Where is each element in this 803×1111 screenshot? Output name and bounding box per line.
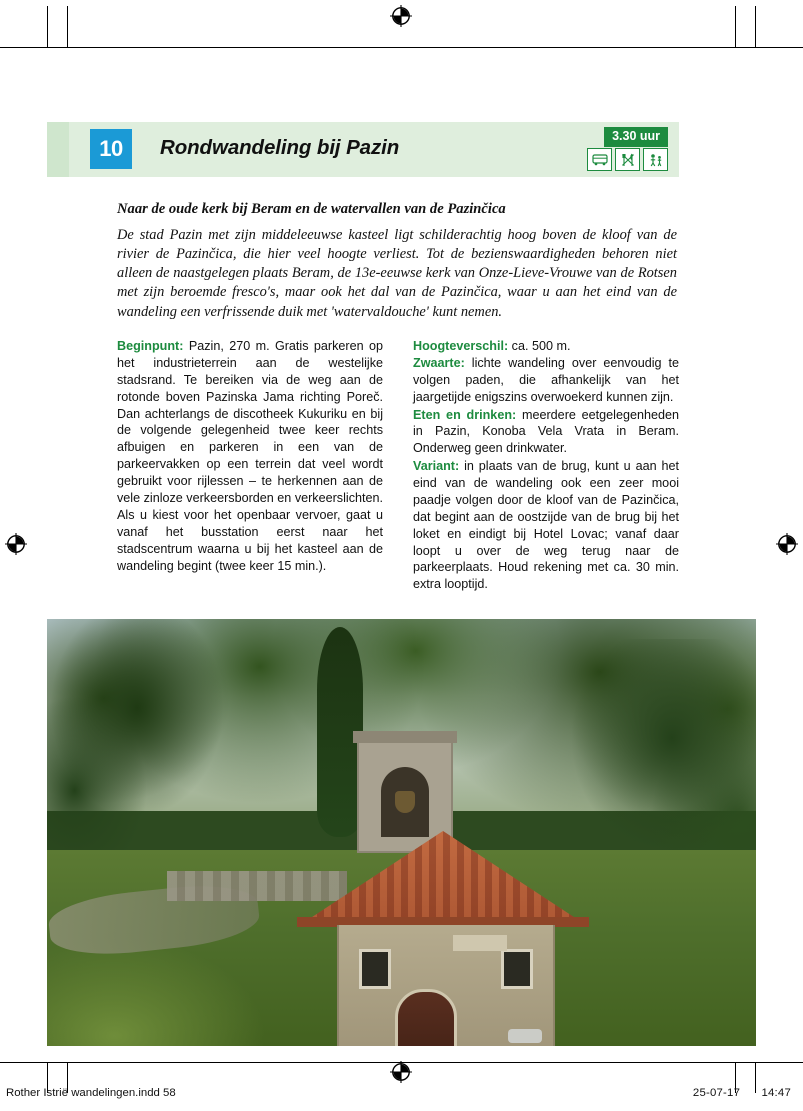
- window-left: [359, 949, 391, 989]
- page-content: [47, 122, 679, 593]
- crop-line-top: [0, 47, 803, 48]
- info-entry: [117, 338, 383, 575]
- family-icon: [643, 148, 668, 171]
- info-column-right: [413, 338, 679, 594]
- info-label: Beginpunt:: [117, 338, 184, 353]
- tiled-roof: [303, 831, 583, 923]
- info-label: Hoogteverschil:: [413, 338, 509, 353]
- info-entry: [413, 407, 679, 458]
- chapel-building: [303, 739, 583, 1039]
- walk-subtitle: Naar de oude kerk bij Beram en de watervallen van de Pazinčica: [117, 201, 506, 217]
- info-label: Eten en drinken:: [413, 407, 517, 422]
- crop-mark-tr-v2: [755, 6, 756, 47]
- restaurant-icon: [615, 148, 640, 171]
- walk-header: [47, 122, 679, 177]
- walk-number-badge: 10: [90, 129, 132, 169]
- info-text: ca. 500 m.: [508, 338, 571, 353]
- registration-mark-left: [5, 533, 27, 555]
- window-right: [501, 949, 533, 989]
- pictogram-row: [587, 148, 668, 171]
- chapel-photo: [47, 619, 756, 1046]
- intro-block: [47, 201, 679, 322]
- info-column-left: [117, 338, 383, 594]
- crop-mark-tr-v1: [735, 6, 736, 47]
- registration-mark-right: [776, 533, 798, 555]
- info-text: in plaats van de brug, kunt u aan het eind van de wandeling ook een zeer mooi paadje volgen door de kloof van de Pazinčica, dat begint aan de oostzijde van de brug bij het loket en eindigt bij Hotel Lovac; vanaf daar loopt u over de weg terug naar de parkeerplaats. Houd rekening met ca. 30 min. extra looptijd.: [413, 458, 679, 592]
- print-footer: [0, 1087, 803, 1099]
- crop-mark-tl-v1: [47, 6, 48, 47]
- page-title: Rondwandeling bij Pazin: [160, 136, 400, 159]
- registration-mark-bottom: [390, 1061, 412, 1083]
- info-text: meerdere eetgelegenheden in Pazin, Konoba Vela Vrata in Beram. Onderweg geen drinkwater.: [413, 407, 680, 456]
- footer-time: 14:47: [761, 1087, 791, 1099]
- info-text: lichte wandeling over eenvoudig te volgen paden, die afhankelijk van het jaargetijde enigszins overwoekerd kunnen zijn.: [413, 356, 679, 405]
- crop-mark-tl-v2: [67, 6, 68, 47]
- footer-filename: Rother Istrië wandelingen.indd 58: [6, 1087, 176, 1099]
- info-label: Variant:: [413, 458, 460, 473]
- footer-date: 25-07-17: [692, 1087, 741, 1099]
- header-accent-bar: [47, 122, 69, 177]
- walk-lead-paragraph: De stad Pazin met zijn middeleeuwse kasteel ligt schilderachtig hoog boven de kloof van de rivier de Pazinčica, die hier veel hoogte verliest. Tot de bezienswaardigheden behoren niet alleen de naastgelegen plaats Beram, de 13e-eeuwse kerk van Onze-Lieve-Vrouwe van de Rotsen met zijn beroemde fresco's, maar ook het dal van de Pazinčica, waar u aan het eind van de wandeling een verfrissende duik met 'watervaldouche' kunt nemen.: [117, 227, 677, 320]
- info-entry: [413, 355, 679, 406]
- registration-mark-top: [390, 5, 412, 27]
- photo-illustration: [47, 619, 756, 1046]
- info-label: Zwaarte:: [413, 356, 465, 371]
- info-text: Pazin, 270 m. Gratis parkeren op het industrieterrein aan de westelijke stadsrand. Te bereiken via de weg aan de rotonde boven Pazinska Jama richting Poreč. Dan achterlangs de discotheek Kukuriku en bij de volgende gelegenheid twee keer rechts afbuigen en parkeren in een van de parkeervakken op een terrein dat veel wordt gebruikt voor rijlessen – te herkennen aan de vele zinloze verkeersborden en verkeerslichten. Als u kiest voor het openbaar vervoer, gaat u vanaf het busstation eerst naar het stadscentrum waarna u bij het kasteel aan de wandeling begint (twee keer 15 min.).: [117, 338, 384, 573]
- stone-lintel: [453, 935, 507, 951]
- chapel-door: [395, 989, 457, 1046]
- bus-icon: [587, 148, 612, 171]
- info-entry: [413, 338, 679, 355]
- parked-car: [508, 1029, 542, 1043]
- info-columns: [47, 338, 679, 594]
- footer-timestamp: [675, 1087, 803, 1099]
- bell: [395, 791, 415, 813]
- info-entry: [413, 458, 679, 594]
- duration-badge: 3.30 uur: [604, 127, 668, 147]
